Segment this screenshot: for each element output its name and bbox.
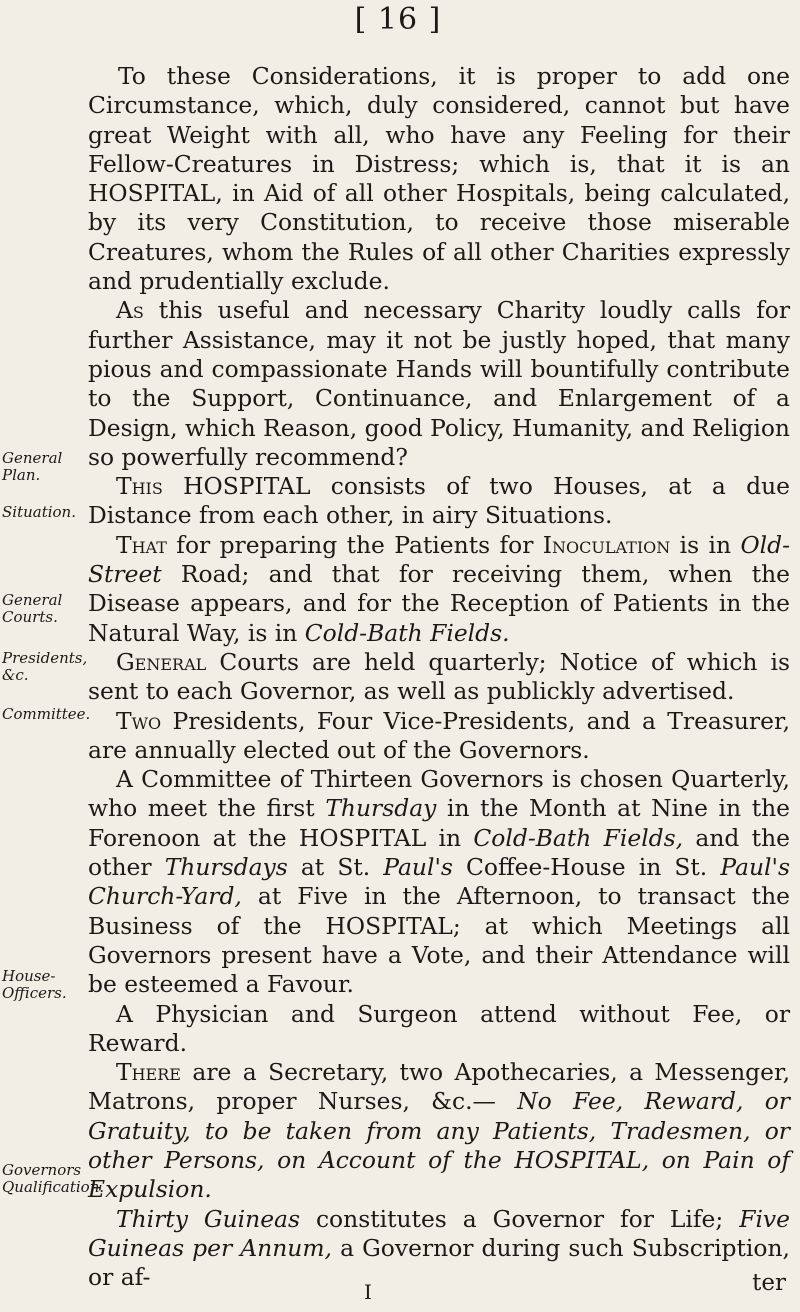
margin-note-presidents: Presidents, &c. — [2, 649, 88, 684]
paragraph-general-courts: General Courts are held quarterly; Notice of which is sent to each Governor, as well as publickly advertised. — [88, 647, 790, 706]
body-text — [88, 62, 790, 1292]
lead-word: General — [116, 647, 207, 676]
paragraph-house-officers: There are a Secretary, two Apothecaries, a Messenger, Matrons, proper Nurses, &c.— No Fee, Reward, or Gratuity, to be taken from any Patients, Tradesmen, or other Persons, on Account of the HOSPITAL, on Pain of Expulsion. — [88, 1058, 790, 1204]
lead-word: As — [116, 296, 144, 325]
paragraph-governors: Thirty Guineas constitutes a Governor for Life; Five Guineas per Annum, a Governor during such Subscription, or af- — [88, 1204, 790, 1292]
margin-note-governors-qualification: Governors Qualification. — [2, 1161, 105, 1196]
page-number: [ 16 ] — [354, 2, 442, 37]
paragraph-considerations: To these Considerations, it is proper to add one Circumstance, which, duly considered, cannot but have great Weight with all, who have any Feeling for their Fellow-Creatures in Distress; which is, that it is an HOSPITAL, in Aid of all other Hospitals, being calculated, by its very Constitution, to receive those miserable Creatures, whom the Rules of all other Charities expressly and prudentially exclude. — [88, 62, 790, 296]
lead-word: This — [116, 472, 163, 501]
paragraph-houses: This HOSPITAL consists of two Houses, at a due Distance from each other, in airy Situations. — [88, 472, 790, 530]
margin-notes — [0, 0, 105, 1312]
margin-note-situation: Situation. — [2, 503, 76, 521]
paragraph-assistance: As this useful and necessary Charity loudly calls for further Assistance, may it not be justly hoped, that many pious and compassionate Hands will bountifully contribute to the Support, Continuance, and Enlargement of a Design, which Reason, good Policy, Humanity, and Religion so powerfully recommend? — [88, 296, 790, 471]
lead-word: There — [116, 1058, 181, 1087]
margin-note-house-officers: House-Officers. — [2, 967, 67, 1002]
paragraph-committee: A Committee of Thirteen Governors is chosen Quarterly, who meet the first Thursday in the Month at Nine in the Forenoon at the HOSPITAL in Cold-Bath Fields, and the other Thursdays at St. Paul's Coffee-House in St. Paul's Church-Yard, at Five in the Afternoon, to transact the Business of the HOSPITAL; at which Meetings all Governors present have a Vote, and their Attendance will be esteemed a Favour. — [88, 765, 791, 999]
lead-word: That — [116, 530, 167, 559]
signature-mark: I — [364, 1280, 372, 1304]
page-footer — [88, 1270, 790, 1310]
catchword: ter — [752, 1270, 786, 1296]
paragraph-physician: A Physician and Surgeon attend without Fee, or Reward. — [88, 999, 790, 1057]
margin-note-general-courts: General Courts. — [2, 591, 63, 626]
margin-note-general-plan: General Plan. — [2, 449, 63, 484]
margin-note-committee: Committee. — [2, 705, 91, 723]
paragraph-presidents: Two Presidents, Four Vice-Presidents, and a Treasurer, are annually elected out of the Governors. — [88, 706, 790, 764]
paragraph-situation: That for preparing the Patients for Inoculation is in Old-Street Road; and that for receiving them, when the Disease appears, and for the Reception of Patients in the Natural Way, is in Cold-Bath Fields. — [88, 530, 790, 647]
lead-word: Two — [116, 706, 162, 735]
